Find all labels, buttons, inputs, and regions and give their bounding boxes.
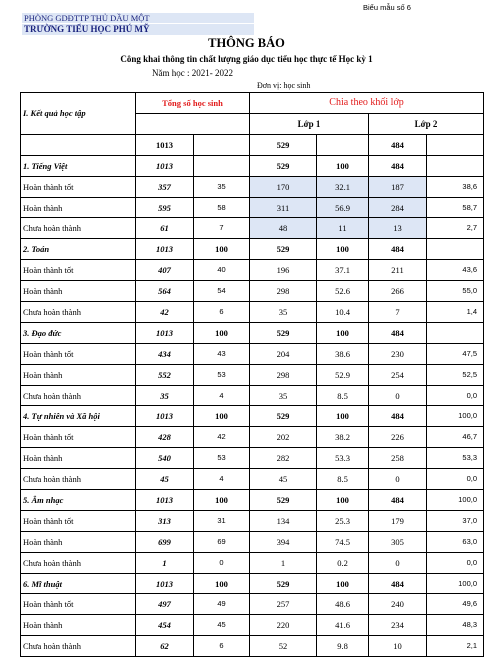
- grade1-count: 134: [250, 510, 317, 531]
- row-label: Hoàn thành: [21, 281, 136, 302]
- grade1-percent: 11: [317, 218, 369, 239]
- grade2-count: 230: [369, 343, 427, 364]
- grade2-percent: [427, 239, 484, 260]
- total-count: 1013: [136, 239, 194, 260]
- grade1-count: 394: [250, 531, 317, 552]
- grade2-percent: 63,0: [427, 531, 484, 552]
- header-row-1: [21, 93, 484, 114]
- grade1-count: 257: [250, 594, 317, 615]
- section-row: [21, 490, 484, 511]
- grade2-count: 234: [369, 615, 427, 636]
- grade1-percent: 100: [317, 406, 369, 427]
- total-value: 1013: [136, 134, 194, 155]
- total-count: 564: [136, 281, 194, 302]
- grade2-percent: 0,0: [427, 385, 484, 406]
- grade1-percent: 56.9: [317, 197, 369, 218]
- header-row-3: [21, 134, 484, 155]
- total-percent: 53: [194, 364, 250, 385]
- grade2-count: 187: [369, 176, 427, 197]
- grade1-count: 170: [250, 176, 317, 197]
- grade2-percent: 48,3: [427, 615, 484, 636]
- row-label: Hoàn thành tốt: [21, 510, 136, 531]
- grade2-count: 226: [369, 427, 427, 448]
- table-row: [21, 218, 484, 239]
- row-label: 1. Tiếng Việt: [21, 155, 136, 176]
- total-percent: 6: [194, 636, 250, 657]
- total-count: 61: [136, 218, 194, 239]
- total-percent: 35: [194, 176, 250, 197]
- grade1-pct-blank: [317, 134, 369, 155]
- grade2-pct-blank: [427, 134, 484, 155]
- row-label: 3. Đạo đức: [21, 322, 136, 343]
- grade2-percent: 46,7: [427, 427, 484, 448]
- total-percent: 49: [194, 594, 250, 615]
- row-label: Hoàn thành: [21, 615, 136, 636]
- table-row: [21, 615, 484, 636]
- total-spacer: [136, 114, 250, 135]
- grade2-percent: [427, 322, 484, 343]
- total-count: 407: [136, 260, 194, 281]
- school-name: TRƯỜNG TIỂU HỌC PHÚ MỸ: [22, 24, 254, 35]
- total-percent: 58: [194, 197, 250, 218]
- total-percent: 0: [194, 552, 250, 573]
- grade1-percent: 8.5: [317, 469, 369, 490]
- table-row: [21, 197, 484, 218]
- row-label: 2. Toán: [21, 239, 136, 260]
- grade2-percent: 37,0: [427, 510, 484, 531]
- grade2-percent: 0,0: [427, 552, 484, 573]
- total-count: 313: [136, 510, 194, 531]
- grade1-count: 196: [250, 260, 317, 281]
- table-row: [21, 510, 484, 531]
- grade2-count: 484: [369, 322, 427, 343]
- grade1-percent: 48.6: [317, 594, 369, 615]
- grade1-count: 45: [250, 469, 317, 490]
- grade1-percent: 0.2: [317, 552, 369, 573]
- table-row: [21, 302, 484, 323]
- table-row: [21, 427, 484, 448]
- total-percent: 45: [194, 615, 250, 636]
- total-percent: 43: [194, 343, 250, 364]
- grade2-percent: 100,0: [427, 406, 484, 427]
- grade2-count: 484: [369, 573, 427, 594]
- table-row: [21, 636, 484, 657]
- grade2-count: 305: [369, 531, 427, 552]
- school-year: Năm học : 2021- 2022: [152, 68, 233, 78]
- result-column-header: I. Kết quả học tập: [21, 93, 136, 135]
- grade1-percent: 10.4: [317, 302, 369, 323]
- total-column-header: Tổng số học sinh: [136, 93, 250, 114]
- grade1-percent: 100: [317, 490, 369, 511]
- table-row: [21, 364, 484, 385]
- grade1-percent: 100: [317, 239, 369, 260]
- grade1-count: 529: [250, 155, 317, 176]
- row-label: Chưa hoàn thành: [21, 636, 136, 657]
- row-label: Chưa hoàn thành: [21, 385, 136, 406]
- total-percent: 54: [194, 281, 250, 302]
- row-label: Hoàn thành tốt: [21, 260, 136, 281]
- row-label: Chưa hoàn thành: [21, 469, 136, 490]
- grade1-count: 529: [250, 239, 317, 260]
- total-percent: 4: [194, 385, 250, 406]
- section-row: [21, 573, 484, 594]
- grade1-header: Lớp 1: [250, 114, 369, 135]
- total-count: 454: [136, 615, 194, 636]
- grade2-percent: 43,6: [427, 260, 484, 281]
- total-count: 357: [136, 176, 194, 197]
- total-count: 1013: [136, 573, 194, 594]
- total-count: 1: [136, 552, 194, 573]
- section-row: [21, 406, 484, 427]
- total-count: 699: [136, 531, 194, 552]
- grade1-percent: 37.1: [317, 260, 369, 281]
- grade2-count: 0: [369, 385, 427, 406]
- grade2-percent: 1,4: [427, 302, 484, 323]
- grade2-count: 254: [369, 364, 427, 385]
- grade1-count: 529: [250, 573, 317, 594]
- grade2-count: 484: [369, 239, 427, 260]
- grade1-percent: 41.6: [317, 615, 369, 636]
- total-percent: 4: [194, 469, 250, 490]
- grade1-percent: 9.8: [317, 636, 369, 657]
- total-count: 552: [136, 364, 194, 385]
- grade2-count: 266: [369, 281, 427, 302]
- grade2-count: 211: [369, 260, 427, 281]
- table-row: [21, 385, 484, 406]
- row-label: Hoàn thành: [21, 531, 136, 552]
- total-count: 1013: [136, 490, 194, 511]
- grade1-count: 298: [250, 364, 317, 385]
- grade1-count: 529: [250, 406, 317, 427]
- grade2-count: 13: [369, 218, 427, 239]
- blank-cell: [21, 134, 136, 155]
- grade1-count: 35: [250, 385, 317, 406]
- row-label: Hoàn thành: [21, 197, 136, 218]
- page-title: THÔNG BÁO: [208, 36, 285, 50]
- grade2-count: 10: [369, 636, 427, 657]
- grade1-count: 529: [250, 490, 317, 511]
- grade1-percent: 100: [317, 573, 369, 594]
- row-label: 6. Mĩ thuật: [21, 573, 136, 594]
- table-row: [21, 594, 484, 615]
- grade1-percent: 52.6: [317, 281, 369, 302]
- total-percent: 100: [194, 406, 250, 427]
- grade1-count: 204: [250, 343, 317, 364]
- page-subtitle: Công khai thông tin chất lượng giáo dục tiểu học thực tế Học kỳ 1: [120, 54, 373, 64]
- grade1-percent: 53.3: [317, 448, 369, 469]
- grade2-count: 7: [369, 302, 427, 323]
- row-label: Chưa hoàn thành: [21, 302, 136, 323]
- grade1-count: 35: [250, 302, 317, 323]
- grade2-value: 484: [369, 134, 427, 155]
- row-label: Hoàn thành tốt: [21, 343, 136, 364]
- grade2-percent: 58,7: [427, 197, 484, 218]
- row-label: Chưa hoàn thành: [21, 552, 136, 573]
- by-grade-header: Chia theo khối lớp: [250, 93, 484, 114]
- grade1-percent: 100: [317, 322, 369, 343]
- grade2-percent: 2,7: [427, 218, 484, 239]
- total-count: 42: [136, 302, 194, 323]
- grade2-count: 0: [369, 469, 427, 490]
- total-percent: 100: [194, 573, 250, 594]
- table-row: [21, 281, 484, 302]
- total-percent: 7: [194, 218, 250, 239]
- grade1-count: 282: [250, 448, 317, 469]
- row-label: Hoàn thành: [21, 448, 136, 469]
- grade2-count: 179: [369, 510, 427, 531]
- grade1-count: 298: [250, 281, 317, 302]
- grade1-count: 48: [250, 218, 317, 239]
- grade2-count: 484: [369, 406, 427, 427]
- grade2-count: 258: [369, 448, 427, 469]
- table-row: [21, 552, 484, 573]
- total-count: 1013: [136, 406, 194, 427]
- row-label: Hoàn thành tốt: [21, 427, 136, 448]
- total-percent: 6: [194, 302, 250, 323]
- section-row: [21, 322, 484, 343]
- table-row: [21, 260, 484, 281]
- total-percent: 100: [194, 322, 250, 343]
- total-percent: 53: [194, 448, 250, 469]
- total-percent: 100: [194, 490, 250, 511]
- section-row: [21, 155, 484, 176]
- grade1-count: 220: [250, 615, 317, 636]
- total-percent: [194, 155, 250, 176]
- grade2-percent: 2,1: [427, 636, 484, 657]
- grade1-percent: 32.1: [317, 176, 369, 197]
- table-row: [21, 448, 484, 469]
- grade2-count: 240: [369, 594, 427, 615]
- grade1-count: 1: [250, 552, 317, 573]
- grade2-percent: 100,0: [427, 573, 484, 594]
- grade2-count: 484: [369, 155, 427, 176]
- grade2-percent: 47,5: [427, 343, 484, 364]
- grade2-percent: 52,5: [427, 364, 484, 385]
- grade1-count: 202: [250, 427, 317, 448]
- total-percent: 31: [194, 510, 250, 531]
- grade2-count: 484: [369, 490, 427, 511]
- total-count: 45: [136, 469, 194, 490]
- total-pct-blank: [194, 134, 250, 155]
- grade2-percent: 100,0: [427, 490, 484, 511]
- grade1-percent: 74.5: [317, 531, 369, 552]
- department-name: PHÒNG GDĐTTP THỦ DẦU MỘT: [22, 13, 254, 23]
- grade1-count: 529: [250, 322, 317, 343]
- row-label: Hoàn thành tốt: [21, 594, 136, 615]
- grade1-percent: 100: [317, 155, 369, 176]
- grade1-count: 52: [250, 636, 317, 657]
- unit-label: Đơn vị: học sinh: [257, 81, 311, 90]
- table-row: [21, 469, 484, 490]
- total-count: 428: [136, 427, 194, 448]
- table-row: [21, 176, 484, 197]
- grade2-count: 0: [369, 552, 427, 573]
- total-percent: 100: [194, 239, 250, 260]
- row-label: Chưa hoàn thành: [21, 218, 136, 239]
- total-count: 595: [136, 197, 194, 218]
- grade1-percent: 38.6: [317, 343, 369, 364]
- total-count: 1013: [136, 322, 194, 343]
- results-table: [20, 92, 484, 657]
- total-count: 1013: [136, 155, 194, 176]
- grade2-percent: 49,6: [427, 594, 484, 615]
- grade1-percent: 38.2: [317, 427, 369, 448]
- grade2-percent: 53,3: [427, 448, 484, 469]
- row-label: Hoàn thành tốt: [21, 176, 136, 197]
- grade2-percent: [427, 155, 484, 176]
- grade1-count: 311: [250, 197, 317, 218]
- grade2-percent: 38,6: [427, 176, 484, 197]
- total-percent: 40: [194, 260, 250, 281]
- total-count: 540: [136, 448, 194, 469]
- grade2-header: Lớp 2: [369, 114, 484, 135]
- total-count: 497: [136, 594, 194, 615]
- grade1-percent: 8.5: [317, 385, 369, 406]
- row-label: 4. Tự nhiên và Xã hội: [21, 406, 136, 427]
- grade2-count: 284: [369, 197, 427, 218]
- total-percent: 69: [194, 531, 250, 552]
- row-label: 5. Âm nhạc: [21, 490, 136, 511]
- table-row: [21, 531, 484, 552]
- total-percent: 42: [194, 427, 250, 448]
- grade2-percent: 0,0: [427, 469, 484, 490]
- grade1-value: 529: [250, 134, 317, 155]
- total-count: 35: [136, 385, 194, 406]
- form-number: Biểu mẫu số 6: [363, 3, 411, 12]
- section-row: [21, 239, 484, 260]
- table-row: [21, 343, 484, 364]
- grade2-percent: 55,0: [427, 281, 484, 302]
- total-count: 62: [136, 636, 194, 657]
- total-count: 434: [136, 343, 194, 364]
- row-label: Hoàn thành: [21, 364, 136, 385]
- grade1-percent: 25.3: [317, 510, 369, 531]
- grade1-percent: 52.9: [317, 364, 369, 385]
